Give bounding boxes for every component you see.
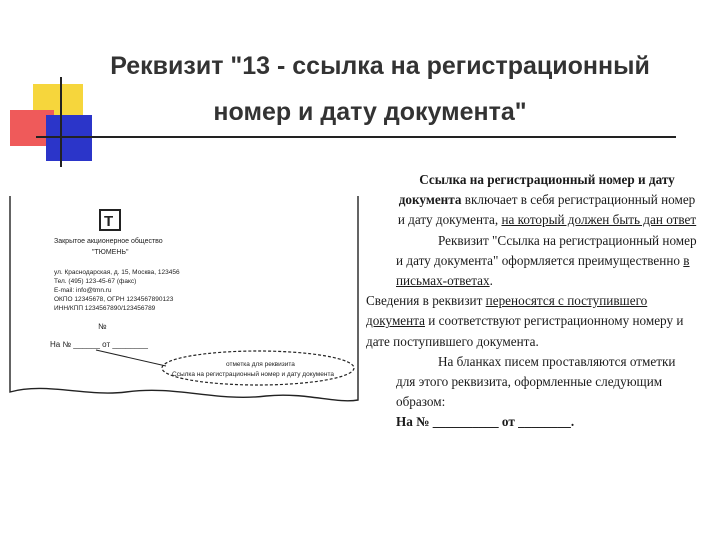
- paragraph-2-end: .: [489, 273, 493, 289]
- paragraph-2-lead: Реквизит "Ссылка на регистрационный номер и дату документа" оформляется преимущественно: [396, 232, 697, 268]
- paragraph-3-lead: Сведения в реквизит: [366, 293, 486, 309]
- paragraph-1-bold: Ссылка на регистрационный номер и дату документа: [398, 172, 675, 208]
- callout-line-2: Ссылка на регистрационный номер и дату документа: [172, 371, 334, 378]
- org-phone: Тел. (495) 123-45-67 (факс): [54, 278, 137, 285]
- reference-line: На № ______ от ________: [50, 340, 148, 349]
- body-text: [368, 170, 698, 433]
- callout-line-1: отметка для реквизита: [226, 361, 295, 368]
- paragraph-1-underlined: на который должен быть дан ответ: [501, 212, 697, 228]
- page-title-line-1: Реквизит "13 - ссылка на регистрационный: [110, 52, 650, 80]
- paragraph-3: [366, 291, 698, 352]
- letter-blank-illustration: [6, 192, 362, 414]
- org-okpo: ОКПО 12345678, ОГРН 1234567890123: [54, 296, 174, 303]
- callout-pointer: [96, 350, 166, 366]
- org-email: E-mail: info@tmn.ru: [54, 287, 112, 294]
- paragraph-2-underlined: в письмах-ответах: [396, 252, 690, 289]
- paragraph-5: На № __________ от ________.: [396, 414, 575, 430]
- paragraph-3-underlined: переносятся с поступившего документа: [366, 293, 648, 329]
- org-inn: ИНН/КПП 1234567890/123456789: [54, 305, 156, 312]
- org-name-quoted: "ТЮМЕНЬ": [92, 249, 129, 256]
- paragraph-1: [368, 170, 698, 231]
- paragraph-2: [368, 231, 698, 292]
- company-logo-icon: [100, 210, 120, 230]
- org-address: ул. Краснодарская, д. 15, Москва, 123456: [54, 269, 180, 276]
- paragraph-3-rest: и соответствуют регистрационному номеру и дате поступившего документа.: [366, 313, 684, 349]
- outgoing-number: №: [98, 322, 107, 331]
- deco-horizontal-line: [36, 136, 676, 138]
- org-name-line: Закрытое акционерное общество: [54, 238, 163, 245]
- svg-text:Т: Т: [104, 213, 114, 230]
- page-title-line-2: номер и дату документа": [213, 98, 527, 126]
- callout-ellipse: [162, 351, 354, 385]
- paragraph-4: На бланках писем проставляются отметки для этого реквизита, оформленные следующим образом:: [396, 353, 676, 410]
- paragraph-1-rest: включает в себя регистрационный номер и дату документа,: [397, 192, 696, 228]
